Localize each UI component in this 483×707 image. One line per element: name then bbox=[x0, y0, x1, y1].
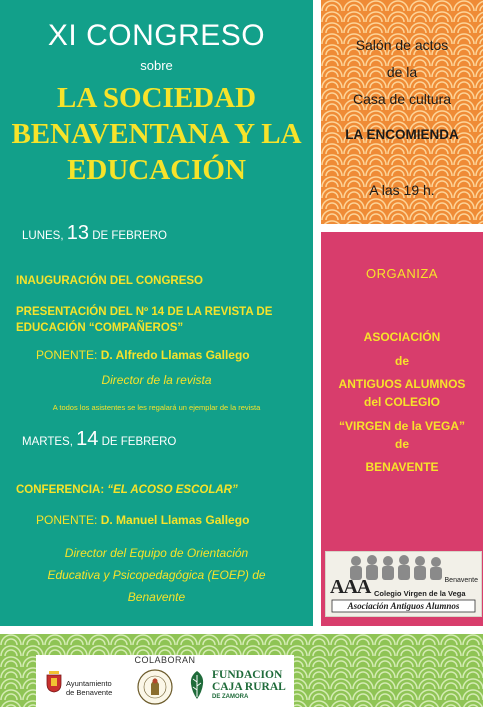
day1-month: DE FEBRERO bbox=[92, 230, 167, 242]
congress-number: XI CONGRESO bbox=[47, 19, 266, 52]
org-line-1: ASOCIACIÓN bbox=[363, 330, 441, 344]
day1-ponente bbox=[36, 348, 250, 362]
org-line-6: de bbox=[394, 437, 409, 451]
sponsor-caja-rural bbox=[212, 669, 286, 701]
venue-line-3: Casa de cultura bbox=[352, 91, 452, 107]
sponsor3-line-3: DE ZAMORA bbox=[212, 694, 249, 700]
congress-title bbox=[0, 80, 313, 188]
day2-ponente-label: PONENTE: bbox=[36, 513, 98, 527]
day2-role-line-2: Educativa y Psicopedagógica (EOEP) de bbox=[47, 568, 266, 582]
presentation-line-2: EDUCACIÓN “COMPAÑEROS” bbox=[16, 322, 184, 334]
sponsors-box bbox=[36, 655, 294, 707]
conference-heading bbox=[16, 484, 238, 496]
association-logo bbox=[325, 551, 482, 617]
day1-ponente-role: Director de la revista bbox=[101, 373, 212, 387]
day2-weekday: MARTES, bbox=[22, 436, 73, 448]
title-line-3: EDUCACIÓN bbox=[67, 154, 246, 186]
venue-panel bbox=[321, 0, 483, 224]
day2-ponente bbox=[36, 513, 249, 527]
school-seal-icon bbox=[132, 667, 178, 705]
title-line-2: BENAVENTANA Y LA bbox=[11, 118, 302, 150]
sponsor1-line-1: Ayuntamiento bbox=[66, 679, 112, 688]
conference-label: CONFERENCIA: bbox=[16, 484, 105, 496]
org-line-4: del COLEGIO bbox=[363, 395, 440, 409]
sponsor-ayuntamiento bbox=[66, 679, 112, 697]
conference-title: “EL ACOSO ESCOLAR” bbox=[107, 484, 238, 496]
sponsor1-line-2: de Benavente bbox=[66, 688, 113, 697]
venue-line-1: Salón de actos bbox=[355, 37, 449, 53]
inauguration-heading: INAUGURACIÓN DEL CONGRESO bbox=[16, 275, 203, 287]
sponsor3-line-1: FUNDACION bbox=[212, 669, 283, 681]
day1-day: 13 bbox=[66, 222, 89, 244]
venue-name: LA ENCOMIENDA bbox=[345, 127, 459, 142]
day2-ponente-role bbox=[0, 542, 313, 608]
logo-line-1: Colegio Virgen de la Vega bbox=[374, 589, 466, 598]
org-line-5: “VIRGEN de la VEGA” bbox=[338, 419, 466, 433]
logo-mark: AAA bbox=[330, 576, 371, 598]
title-line-1: LA SOCIEDAD bbox=[56, 82, 257, 114]
day1-date bbox=[22, 222, 167, 245]
logo-top-text: Benavente bbox=[444, 577, 478, 584]
presentation-line-1: PRESENTACIÓN DEL Nº 14 DE LA REVISTA DE bbox=[16, 306, 273, 318]
sponsor3-line-2: CAJA RURAL bbox=[212, 681, 286, 693]
day2-month: DE FEBRERO bbox=[101, 436, 177, 448]
day1-ponente-label: PONENTE: bbox=[36, 348, 98, 362]
logo-line-2: Asociación Antiguos Alumnos bbox=[347, 601, 460, 611]
org-line-3: ANTIGUOS ALUMNOS bbox=[338, 377, 466, 391]
day1-ponente-name: D. Alfredo Llamas Gallego bbox=[100, 348, 250, 362]
day2-role-line-1: Director del Equipo de Orientación bbox=[64, 546, 249, 560]
congress-sobre: sobre bbox=[140, 58, 173, 73]
venue-time: A las 19 h. bbox=[369, 182, 435, 198]
day2-ponente-name: D. Manuel Llamas Gallego bbox=[100, 513, 250, 527]
colaboran-label: COLABORAN bbox=[134, 655, 196, 665]
venue-line-2: de la bbox=[386, 64, 418, 80]
org-line-2: de bbox=[394, 354, 409, 368]
day2-date bbox=[22, 428, 176, 451]
town-crest-icon bbox=[46, 671, 62, 693]
gift-note: A todos los asistentes se les regalará un ejemplar de la revista bbox=[52, 403, 261, 412]
day1-weekday: LUNES, bbox=[22, 230, 64, 242]
caja-rural-logo-icon bbox=[186, 670, 208, 700]
day2-day: 14 bbox=[76, 428, 99, 450]
organiza-label: ORGANIZA bbox=[366, 266, 438, 281]
org-line-7: BENAVENTE bbox=[365, 460, 439, 474]
presentation-heading bbox=[16, 304, 272, 336]
day2-role-line-3: Benavente bbox=[127, 590, 186, 604]
